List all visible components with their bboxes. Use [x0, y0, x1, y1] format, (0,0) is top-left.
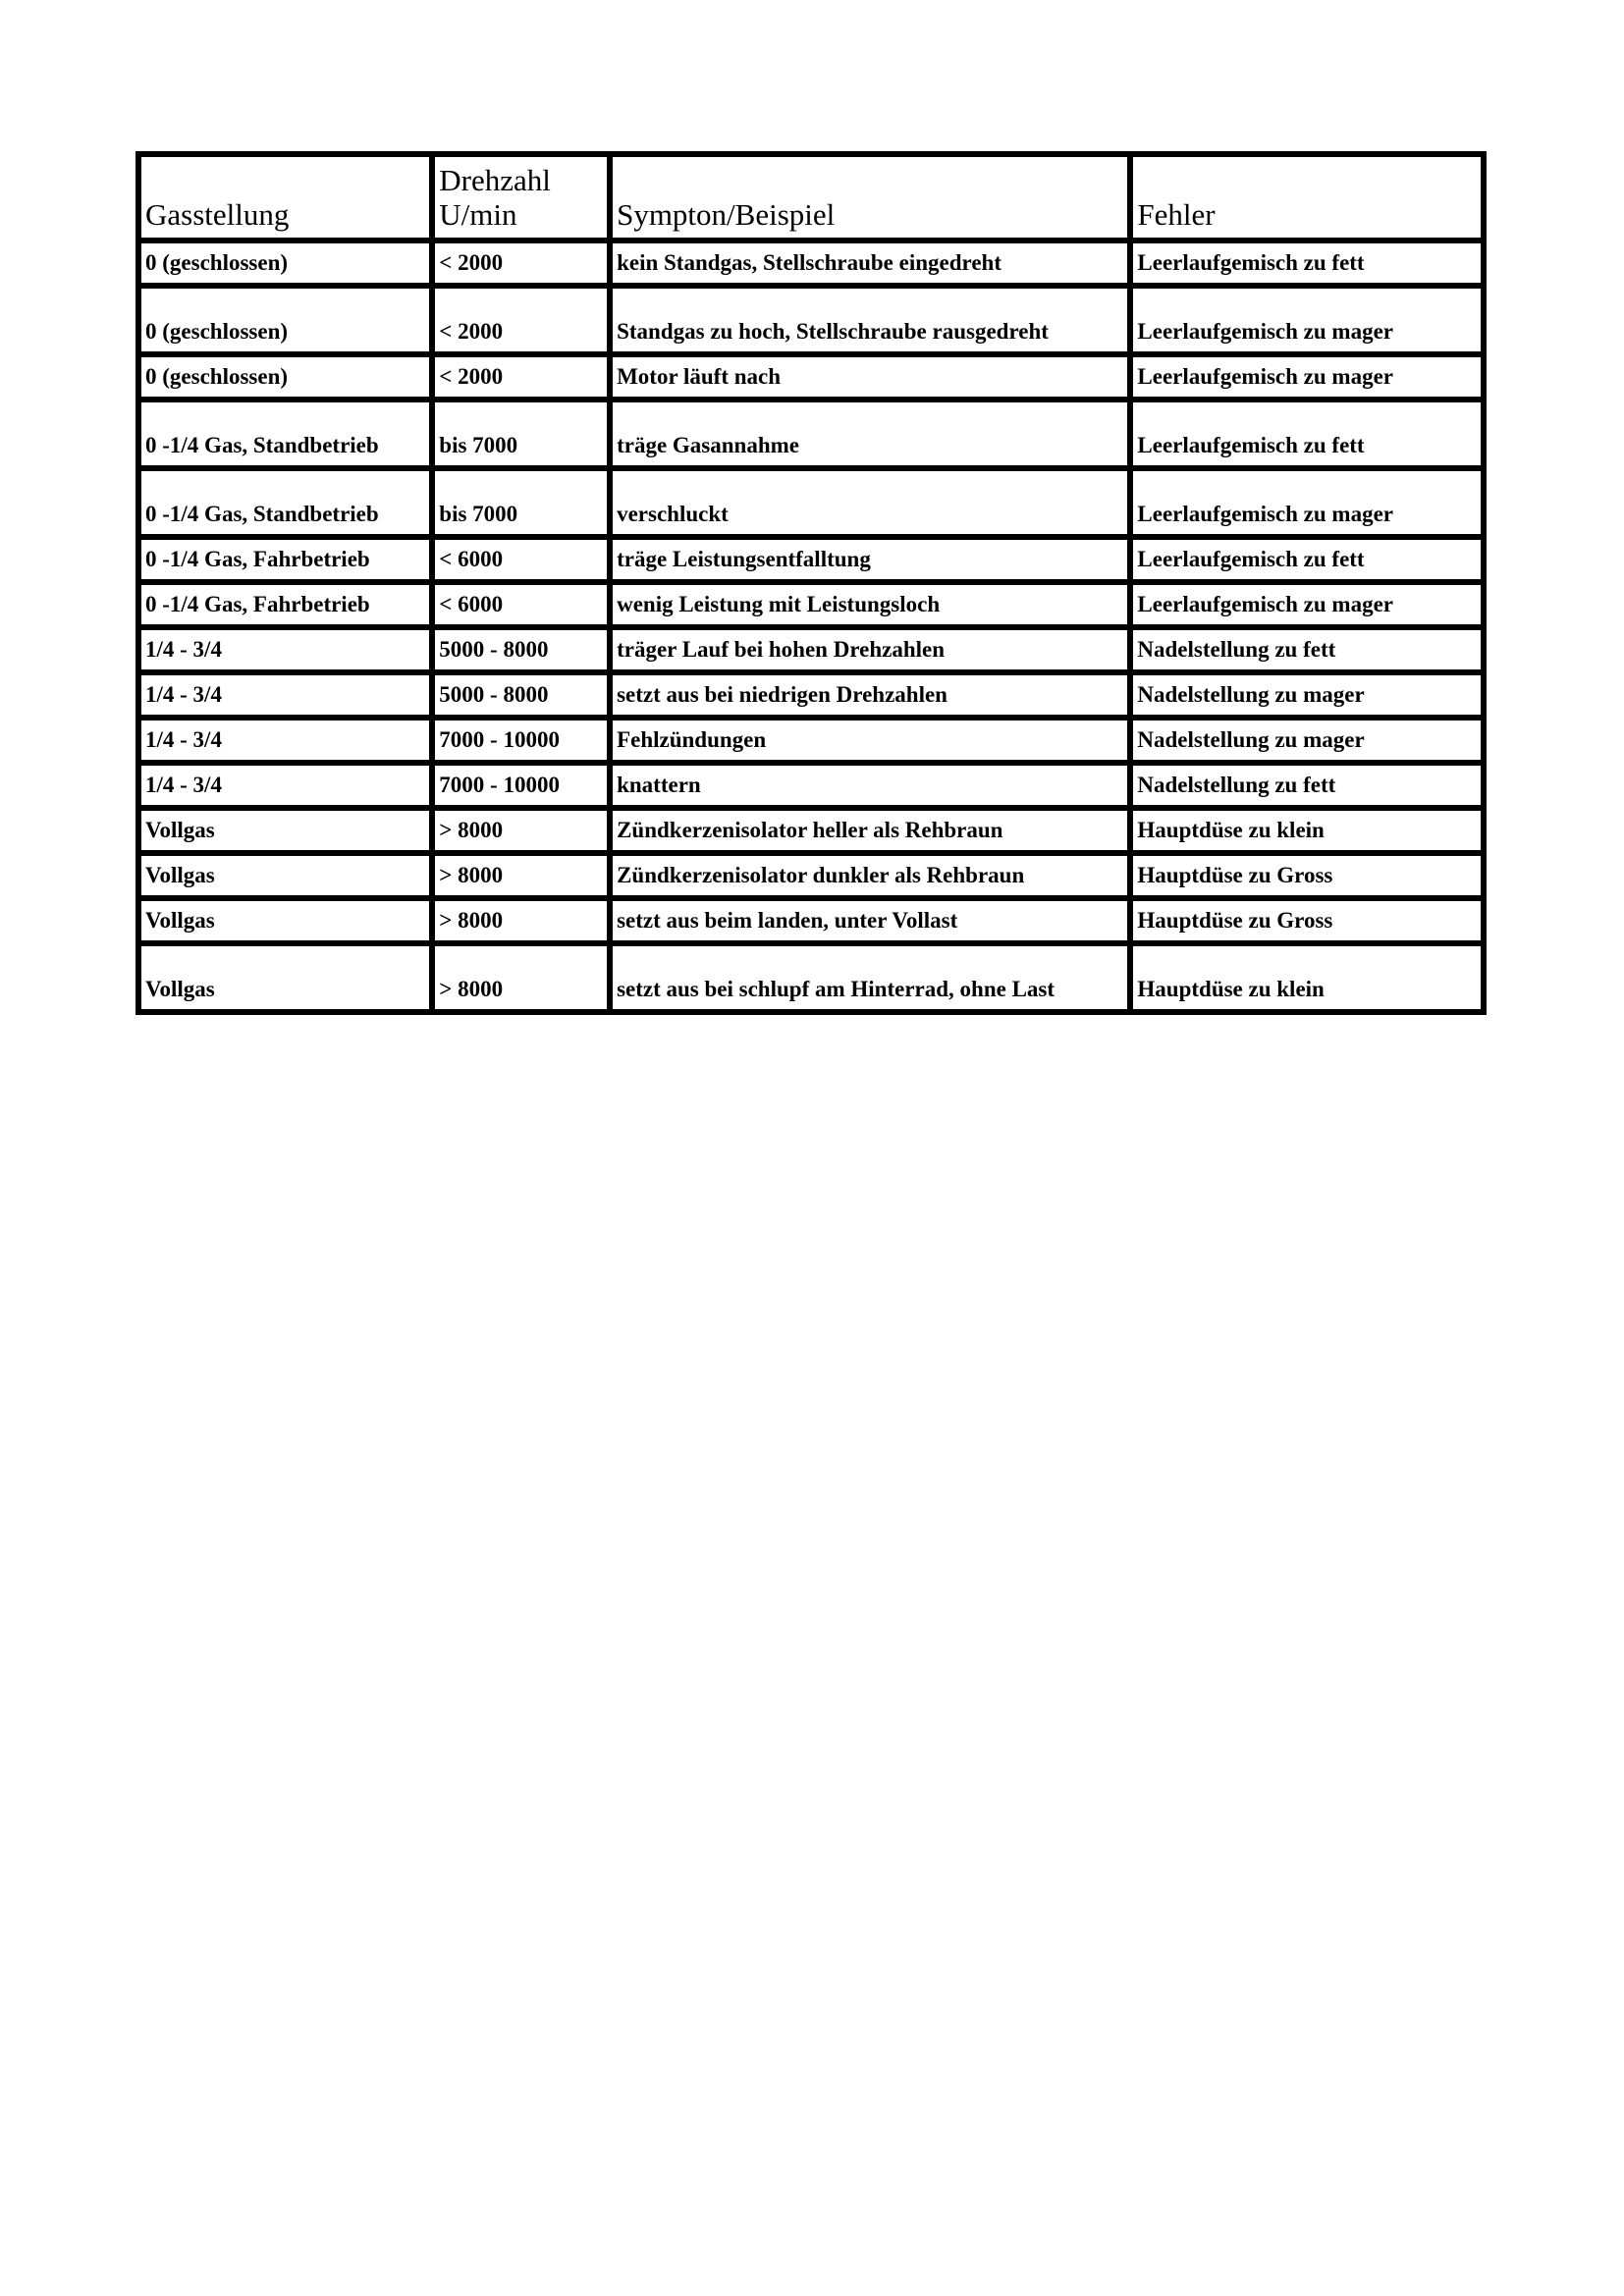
cell-rpm: 7000 - 10000	[432, 718, 610, 763]
cell-symptom: wenig Leistung mit Leistungsloch	[610, 582, 1130, 627]
cell-rpm: 5000 - 8000	[432, 672, 610, 718]
cell-gas-position: Vollgas	[138, 808, 432, 853]
table-row	[138, 627, 1484, 672]
cell-rpm: < 6000	[432, 537, 610, 582]
cell-rpm: bis 7000	[432, 400, 610, 468]
cell-gas-position: 0 (geschlossen)	[138, 240, 432, 286]
cell-symptom: träger Lauf bei hohen Drehzahlen	[610, 627, 1130, 672]
header-fault: Fehler	[1130, 154, 1484, 240]
cell-fault: Leerlaufgemisch zu mager	[1130, 354, 1484, 400]
cell-symptom: setzt aus bei niedrigen Drehzahlen	[610, 672, 1130, 718]
header-rpm	[432, 154, 610, 240]
cell-fault: Nadelstellung zu mager	[1130, 672, 1484, 718]
cell-symptom: Motor läuft nach	[610, 354, 1130, 400]
cell-fault: Leerlaufgemisch zu mager	[1130, 286, 1484, 354]
cell-fault: Nadelstellung zu fett	[1130, 763, 1484, 808]
cell-gas-position: Vollgas	[138, 898, 432, 943]
cell-rpm: < 6000	[432, 582, 610, 627]
cell-gas-position: 0 -1/4 Gas, Fahrbetrieb	[138, 582, 432, 627]
header-row	[138, 154, 1484, 240]
cell-rpm: bis 7000	[432, 468, 610, 537]
cell-symptom: verschluckt	[610, 468, 1130, 537]
table-row	[138, 943, 1484, 1012]
cell-fault: Leerlaufgemisch zu mager	[1130, 468, 1484, 537]
cell-gas-position: 0 -1/4 Gas, Standbetrieb	[138, 468, 432, 537]
cell-rpm: 7000 - 10000	[432, 763, 610, 808]
cell-fault: Leerlaufgemisch zu fett	[1130, 240, 1484, 286]
table-row	[138, 898, 1484, 943]
cell-gas-position: Vollgas	[138, 943, 432, 1012]
cell-symptom: kein Standgas, Stellschraube eingedreht	[610, 240, 1130, 286]
cell-fault: Hauptdüse zu klein	[1130, 943, 1484, 1012]
table-row	[138, 672, 1484, 718]
cell-fault: Hauptdüse zu Gross	[1130, 898, 1484, 943]
cell-rpm: < 2000	[432, 240, 610, 286]
cell-fault: Hauptdüse zu Gross	[1130, 853, 1484, 898]
table-header	[138, 154, 1484, 240]
carburetor-diagnosis-table	[135, 151, 1487, 1015]
cell-symptom: setzt aus bei schlupf am Hinterrad, ohne Last	[610, 943, 1130, 1012]
cell-gas-position: 0 (geschlossen)	[138, 286, 432, 354]
cell-rpm: < 2000	[432, 286, 610, 354]
table-row	[138, 240, 1484, 286]
cell-fault: Leerlaufgemisch zu fett	[1130, 537, 1484, 582]
cell-fault: Hauptdüse zu klein	[1130, 808, 1484, 853]
cell-fault: Leerlaufgemisch zu fett	[1130, 400, 1484, 468]
cell-gas-position: 0 -1/4 Gas, Fahrbetrieb	[138, 537, 432, 582]
cell-symptom: Standgas zu hoch, Stellschraube rausgedreht	[610, 286, 1130, 354]
cell-gas-position: 1/4 - 3/4	[138, 763, 432, 808]
cell-gas-position: 1/4 - 3/4	[138, 627, 432, 672]
cell-symptom: knattern	[610, 763, 1130, 808]
cell-rpm: < 2000	[432, 354, 610, 400]
cell-rpm: > 8000	[432, 853, 610, 898]
cell-symptom: Zündkerzenisolator heller als Rehbraun	[610, 808, 1130, 853]
table-row	[138, 468, 1484, 537]
cell-rpm: > 8000	[432, 898, 610, 943]
cell-symptom: setzt aus beim landen, unter Vollast	[610, 898, 1130, 943]
table-row	[138, 400, 1484, 468]
table-row	[138, 853, 1484, 898]
table-row	[138, 808, 1484, 853]
cell-fault: Leerlaufgemisch zu mager	[1130, 582, 1484, 627]
table-row	[138, 354, 1484, 400]
header-symptom: Sympton/Beispiel	[610, 154, 1130, 240]
cell-gas-position: 1/4 - 3/4	[138, 672, 432, 718]
cell-fault: Nadelstellung zu mager	[1130, 718, 1484, 763]
cell-gas-position: Vollgas	[138, 853, 432, 898]
cell-symptom: Fehlzündungen	[610, 718, 1130, 763]
header-rpm-line1: Drehzahl	[439, 163, 551, 197]
table-row	[138, 537, 1484, 582]
header-gas-position: Gasstellung	[138, 154, 432, 240]
table-row	[138, 582, 1484, 627]
table-row	[138, 286, 1484, 354]
header-rpm-line2: U/min	[439, 197, 517, 232]
cell-gas-position: 0 (geschlossen)	[138, 354, 432, 400]
cell-rpm: > 8000	[432, 808, 610, 853]
cell-rpm: 5000 - 8000	[432, 627, 610, 672]
cell-gas-position: 1/4 - 3/4	[138, 718, 432, 763]
cell-rpm: > 8000	[432, 943, 610, 1012]
cell-fault: Nadelstellung zu fett	[1130, 627, 1484, 672]
table-row	[138, 763, 1484, 808]
table-body	[138, 240, 1484, 1012]
cell-symptom: träge Leistungsentfalltung	[610, 537, 1130, 582]
cell-gas-position: 0 -1/4 Gas, Standbetrieb	[138, 400, 432, 468]
table-row	[138, 718, 1484, 763]
cell-symptom: Zündkerzenisolator dunkler als Rehbraun	[610, 853, 1130, 898]
cell-symptom: träge Gasannahme	[610, 400, 1130, 468]
